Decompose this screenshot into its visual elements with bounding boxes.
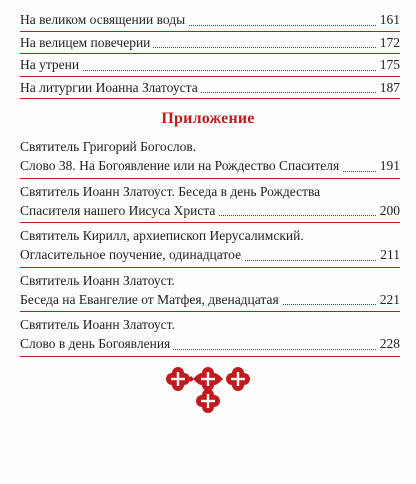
toc-entry-page: 175: [377, 55, 400, 75]
toc-entry-page: 187: [377, 78, 400, 98]
appendix-entry-title: Спасителя нашего Иисуса Христа: [20, 201, 218, 221]
appendix-heading: Приложение: [161, 110, 255, 127]
appendix-entry-title: Слово 38. На Богоявление или на Рождество Спасителя: [20, 156, 342, 176]
toc-entry-title: На великом освящении воды: [20, 10, 188, 30]
toc-entry-page: 172: [377, 33, 400, 53]
appendix-entry-line: [20, 245, 400, 265]
toc-entry-title: На литургии Иоанна Златоуста: [20, 78, 201, 98]
appendix-entry-title: Огласительное поучение, одинадцатое: [20, 245, 244, 265]
appendix-entry: [20, 227, 400, 268]
red-rule: [20, 222, 400, 223]
appendix-entry: [20, 272, 400, 313]
toc-entry: [20, 10, 400, 30]
appendix-entry-page: 191: [377, 156, 400, 176]
toc-entry-title: На велицем повечерии: [20, 33, 153, 53]
appendix-entry-author: Святитель Григорий Богослов.: [20, 139, 197, 154]
red-rule: [20, 98, 400, 99]
cross-ornament-icon: [163, 365, 253, 415]
red-rule: [20, 356, 400, 357]
appendix-entry-author: Святитель Иоанн Златоуст. Беседа в день Рождества: [20, 183, 321, 199]
toc-entry-page: 161: [377, 10, 400, 30]
appendix-entry-page: 228: [377, 334, 400, 354]
toc-entry: [20, 55, 400, 75]
appendix-entry-author: Святитель Иоанн Златоуст.: [20, 317, 175, 332]
appendix-entry: [20, 316, 400, 357]
appendix-entry-line: [20, 201, 400, 221]
red-rule: [20, 178, 400, 179]
red-rule: [20, 31, 400, 32]
appendix-entry-line: [20, 334, 400, 354]
toc-entry-title: На утрени: [20, 55, 82, 75]
appendix-entry-line: [20, 156, 400, 176]
red-rule: [20, 53, 400, 54]
toc-entry: [20, 33, 400, 53]
appendix-entry-author: Святитель Иоанн Златоуст.: [20, 272, 175, 288]
appendix-entry: [20, 183, 400, 224]
red-rule: [20, 267, 400, 268]
toc-entry: [20, 78, 400, 98]
appendix-entry-line: [20, 290, 400, 310]
appendix-entry-page: 211: [377, 245, 400, 265]
appendix-entry-author: Святитель Кирилл, архиепископ Иерусалимский.: [20, 228, 304, 243]
appendix-entry-page: 200: [377, 201, 400, 221]
appendix-list: [20, 138, 400, 361]
appendix-entry-page: 221: [377, 290, 400, 310]
appendix-entry: [20, 138, 400, 179]
appendix-entry-title: Слово в день Богоявления: [20, 334, 173, 354]
red-rule: [20, 76, 400, 77]
appendix-entry-title: Беседа на Евангелие от Матфея, двенадцатая: [20, 290, 282, 310]
red-rule: [20, 311, 400, 312]
toc-top-list: [20, 10, 400, 100]
